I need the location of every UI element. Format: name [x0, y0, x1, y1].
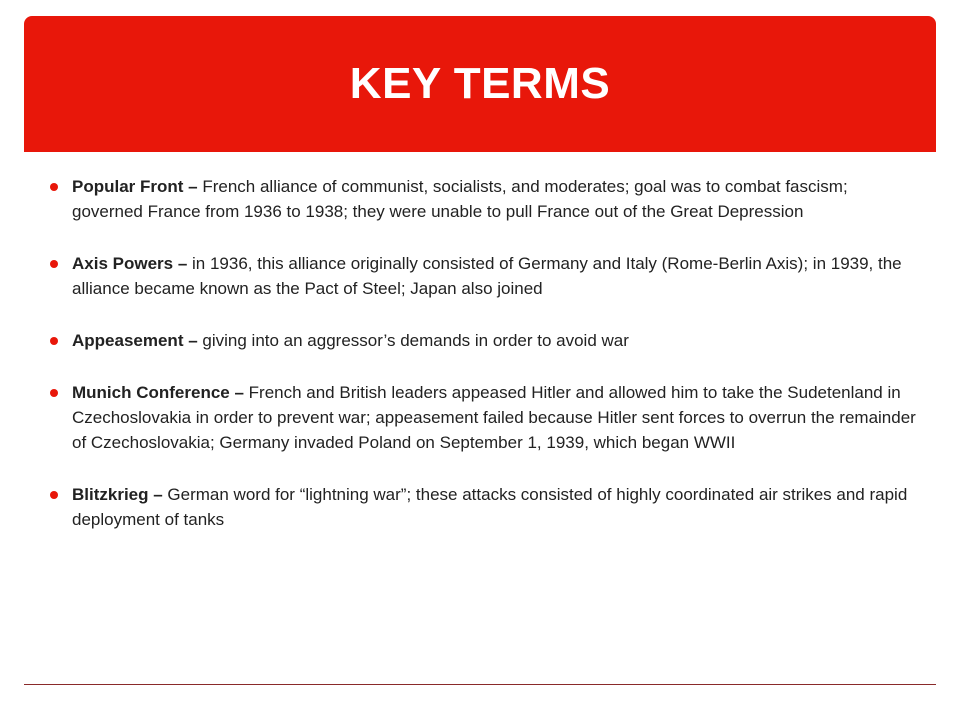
term-definition: French and British leaders appeased Hitler and allowed him to take the Sudetenland in Czechoslovakia in order to prevent war; appeasement failed because Hitler sent forces to overrun the remainder of Czechoslovakia; Germany invaded Poland on September 1, 1939, which began WWII: [72, 383, 916, 452]
term-name: Axis Powers –: [72, 254, 188, 273]
term-name: Munich Conference –: [72, 383, 244, 402]
list-item: [50, 174, 920, 224]
bullet-icon: [50, 389, 58, 397]
list-item: [50, 251, 920, 301]
bullet-icon: [50, 491, 58, 499]
list-item: [50, 482, 920, 532]
list-item: [50, 380, 920, 455]
term-definition: German word for “lightning war”; these attacks consisted of highly coordinated air strikes and rapid deployment of tanks: [72, 485, 908, 529]
term-definition: in 1936, this alliance originally consisted of Germany and Italy (Rome-Berlin Axis); in 1939, the alliance became known as the Pact of Steel; Japan also joined: [72, 254, 902, 298]
bullet-icon: [50, 260, 58, 268]
footer-divider: [24, 684, 936, 685]
page-title: KEY TERMS: [349, 59, 611, 108]
term-name: Appeasement –: [72, 331, 198, 350]
list-item: [50, 328, 920, 353]
title-banner: [24, 16, 936, 152]
bullet-icon: [50, 183, 58, 191]
term-name: Popular Front –: [72, 177, 198, 196]
bullet-icon: [50, 337, 58, 345]
term-name: Blitzkrieg –: [72, 485, 163, 504]
key-terms-list: [50, 174, 920, 559]
term-definition: French alliance of communist, socialists, and moderates; goal was to combat fascism; governed France from 1936 to 1938; they were unable to pull France out of the Great Depression: [72, 177, 848, 221]
term-definition: giving into an aggressor’s demands in order to avoid war: [197, 331, 629, 350]
